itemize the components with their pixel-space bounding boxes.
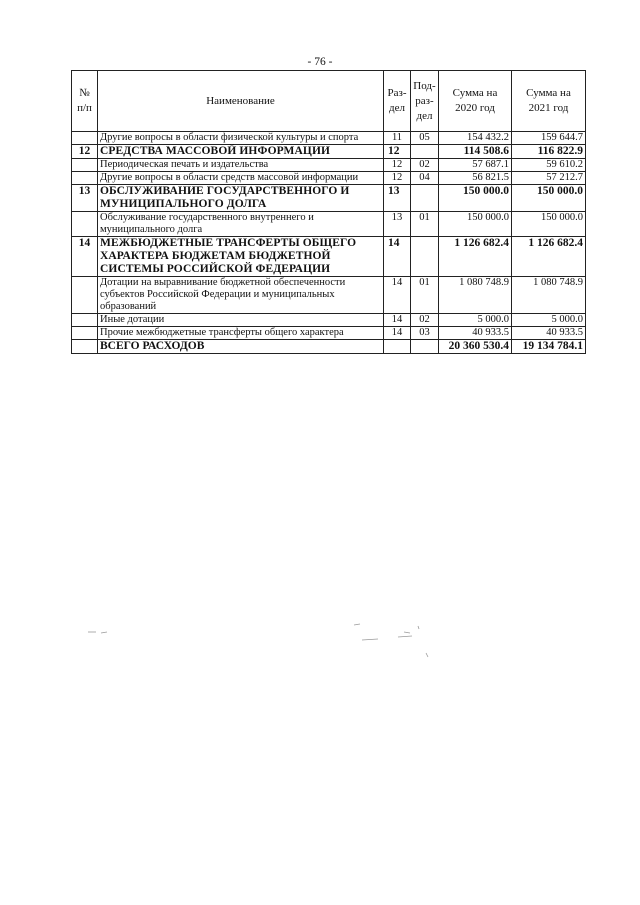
table-row — [72, 132, 586, 145]
row-sum-2021: 159 644.7 — [512, 132, 586, 145]
table-row — [72, 212, 586, 237]
header-sum-2021: Сумма на 2021 год — [512, 71, 586, 132]
row-num: 12 — [72, 145, 98, 159]
total-sum-2020: 20 360 530.4 — [439, 340, 512, 354]
row-name: Периодическая печать и издательства — [98, 159, 384, 172]
row-name: МЕЖБЮДЖЕТНЫЕ ТРАНСФЕРТЫ ОБЩЕГО ХАРАКТЕРА БЮДЖЕТАМ БЮДЖЕТНОЙ СИСТЕМЫ РОССИЙСКОЙ ФЕДЕРАЦИИ — [98, 237, 384, 277]
row-section: 14 — [384, 327, 411, 340]
row-num — [72, 172, 98, 185]
row-subsection — [411, 237, 439, 277]
table-row — [72, 314, 586, 327]
row-subsection: 04 — [411, 172, 439, 185]
row-subsection: 02 — [411, 314, 439, 327]
row-num — [72, 212, 98, 237]
row-sum-2020: 5 000.0 — [439, 314, 512, 327]
total-subsection — [411, 340, 439, 354]
row-section: 14 — [384, 277, 411, 314]
row-section: 13 — [384, 212, 411, 237]
row-name: Другие вопросы в области средств массовой информации — [98, 172, 384, 185]
row-sum-2021: 150 000.0 — [512, 185, 586, 212]
row-name: Иные дотации — [98, 314, 384, 327]
row-section: 12 — [384, 159, 411, 172]
budget-expenditure-table — [71, 70, 586, 354]
row-sum-2020: 150 000.0 — [439, 185, 512, 212]
row-name: ОБСЛУЖИВАНИЕ ГОСУДАРСТВЕННОГО И МУНИЦИПАЛЬНОГО ДОЛГА — [98, 185, 384, 212]
table-row — [72, 277, 586, 314]
row-subsection: 03 — [411, 327, 439, 340]
table-total-row — [72, 340, 586, 354]
row-sum-2021: 116 822.9 — [512, 145, 586, 159]
row-sum-2021: 57 212.7 — [512, 172, 586, 185]
row-num — [72, 277, 98, 314]
row-subsection: 02 — [411, 159, 439, 172]
row-sum-2020: 1 080 748.9 — [439, 277, 512, 314]
scan-specks — [88, 624, 428, 657]
row-subsection — [411, 145, 439, 159]
row-sum-2021: 59 610.2 — [512, 159, 586, 172]
row-sum-2020: 56 821.5 — [439, 172, 512, 185]
row-sum-2020: 40 933.5 — [439, 327, 512, 340]
row-num — [72, 159, 98, 172]
total-sum-2021: 19 134 784.1 — [512, 340, 586, 354]
total-num — [72, 340, 98, 354]
row-sum-2020: 150 000.0 — [439, 212, 512, 237]
table-row — [72, 327, 586, 340]
row-name: Другие вопросы в области физической культуры и спорта — [98, 132, 384, 145]
table-row — [72, 159, 586, 172]
header-num: № п/п — [72, 71, 98, 132]
table-header-row — [72, 71, 586, 132]
header-sum-2020: Сумма на 2020 год — [439, 71, 512, 132]
row-subsection: 01 — [411, 212, 439, 237]
row-subsection — [411, 185, 439, 212]
table-row-section — [72, 237, 586, 277]
row-sum-2021: 40 933.5 — [512, 327, 586, 340]
row-sum-2020: 154 432.2 — [439, 132, 512, 145]
row-name: Дотации на выравнивание бюджетной обеспеченности субъектов Российской Федерации и муниципальных образований — [98, 277, 384, 314]
row-num — [72, 132, 98, 145]
total-section — [384, 340, 411, 354]
row-name: Прочие межбюджетные трансферты общего характера — [98, 327, 384, 340]
table-row-section — [72, 145, 586, 159]
row-num — [72, 327, 98, 340]
row-section: 12 — [384, 145, 411, 159]
row-subsection: 05 — [411, 132, 439, 145]
total-label: ВСЕГО РАСХОДОВ — [98, 340, 384, 354]
table-row — [72, 172, 586, 185]
row-subsection: 01 — [411, 277, 439, 314]
page-number: - 76 - — [307, 56, 333, 68]
row-section: 14 — [384, 314, 411, 327]
row-section: 11 — [384, 132, 411, 145]
row-section: 12 — [384, 172, 411, 185]
row-sum-2021: 1 080 748.9 — [512, 277, 586, 314]
row-sum-2020: 57 687.1 — [439, 159, 512, 172]
row-sum-2020: 114 508.6 — [439, 145, 512, 159]
row-name: Обслуживание государственного внутреннего и муниципального долга — [98, 212, 384, 237]
row-sum-2021: 150 000.0 — [512, 212, 586, 237]
row-sum-2020: 1 126 682.4 — [439, 237, 512, 277]
row-num — [72, 314, 98, 327]
row-sum-2021: 5 000.0 — [512, 314, 586, 327]
row-num: 14 — [72, 237, 98, 277]
row-section: 13 — [384, 185, 411, 212]
row-sum-2021: 1 126 682.4 — [512, 237, 586, 277]
row-num: 13 — [72, 185, 98, 212]
row-name: СРЕДСТВА МАССОВОЙ ИНФОРМАЦИИ — [98, 145, 384, 159]
row-section: 14 — [384, 237, 411, 277]
header-section: Раз-дел — [384, 71, 411, 132]
header-name: Наименование — [98, 71, 384, 132]
table-row-section — [72, 185, 586, 212]
header-subsection: Под-раз-дел — [411, 71, 439, 132]
